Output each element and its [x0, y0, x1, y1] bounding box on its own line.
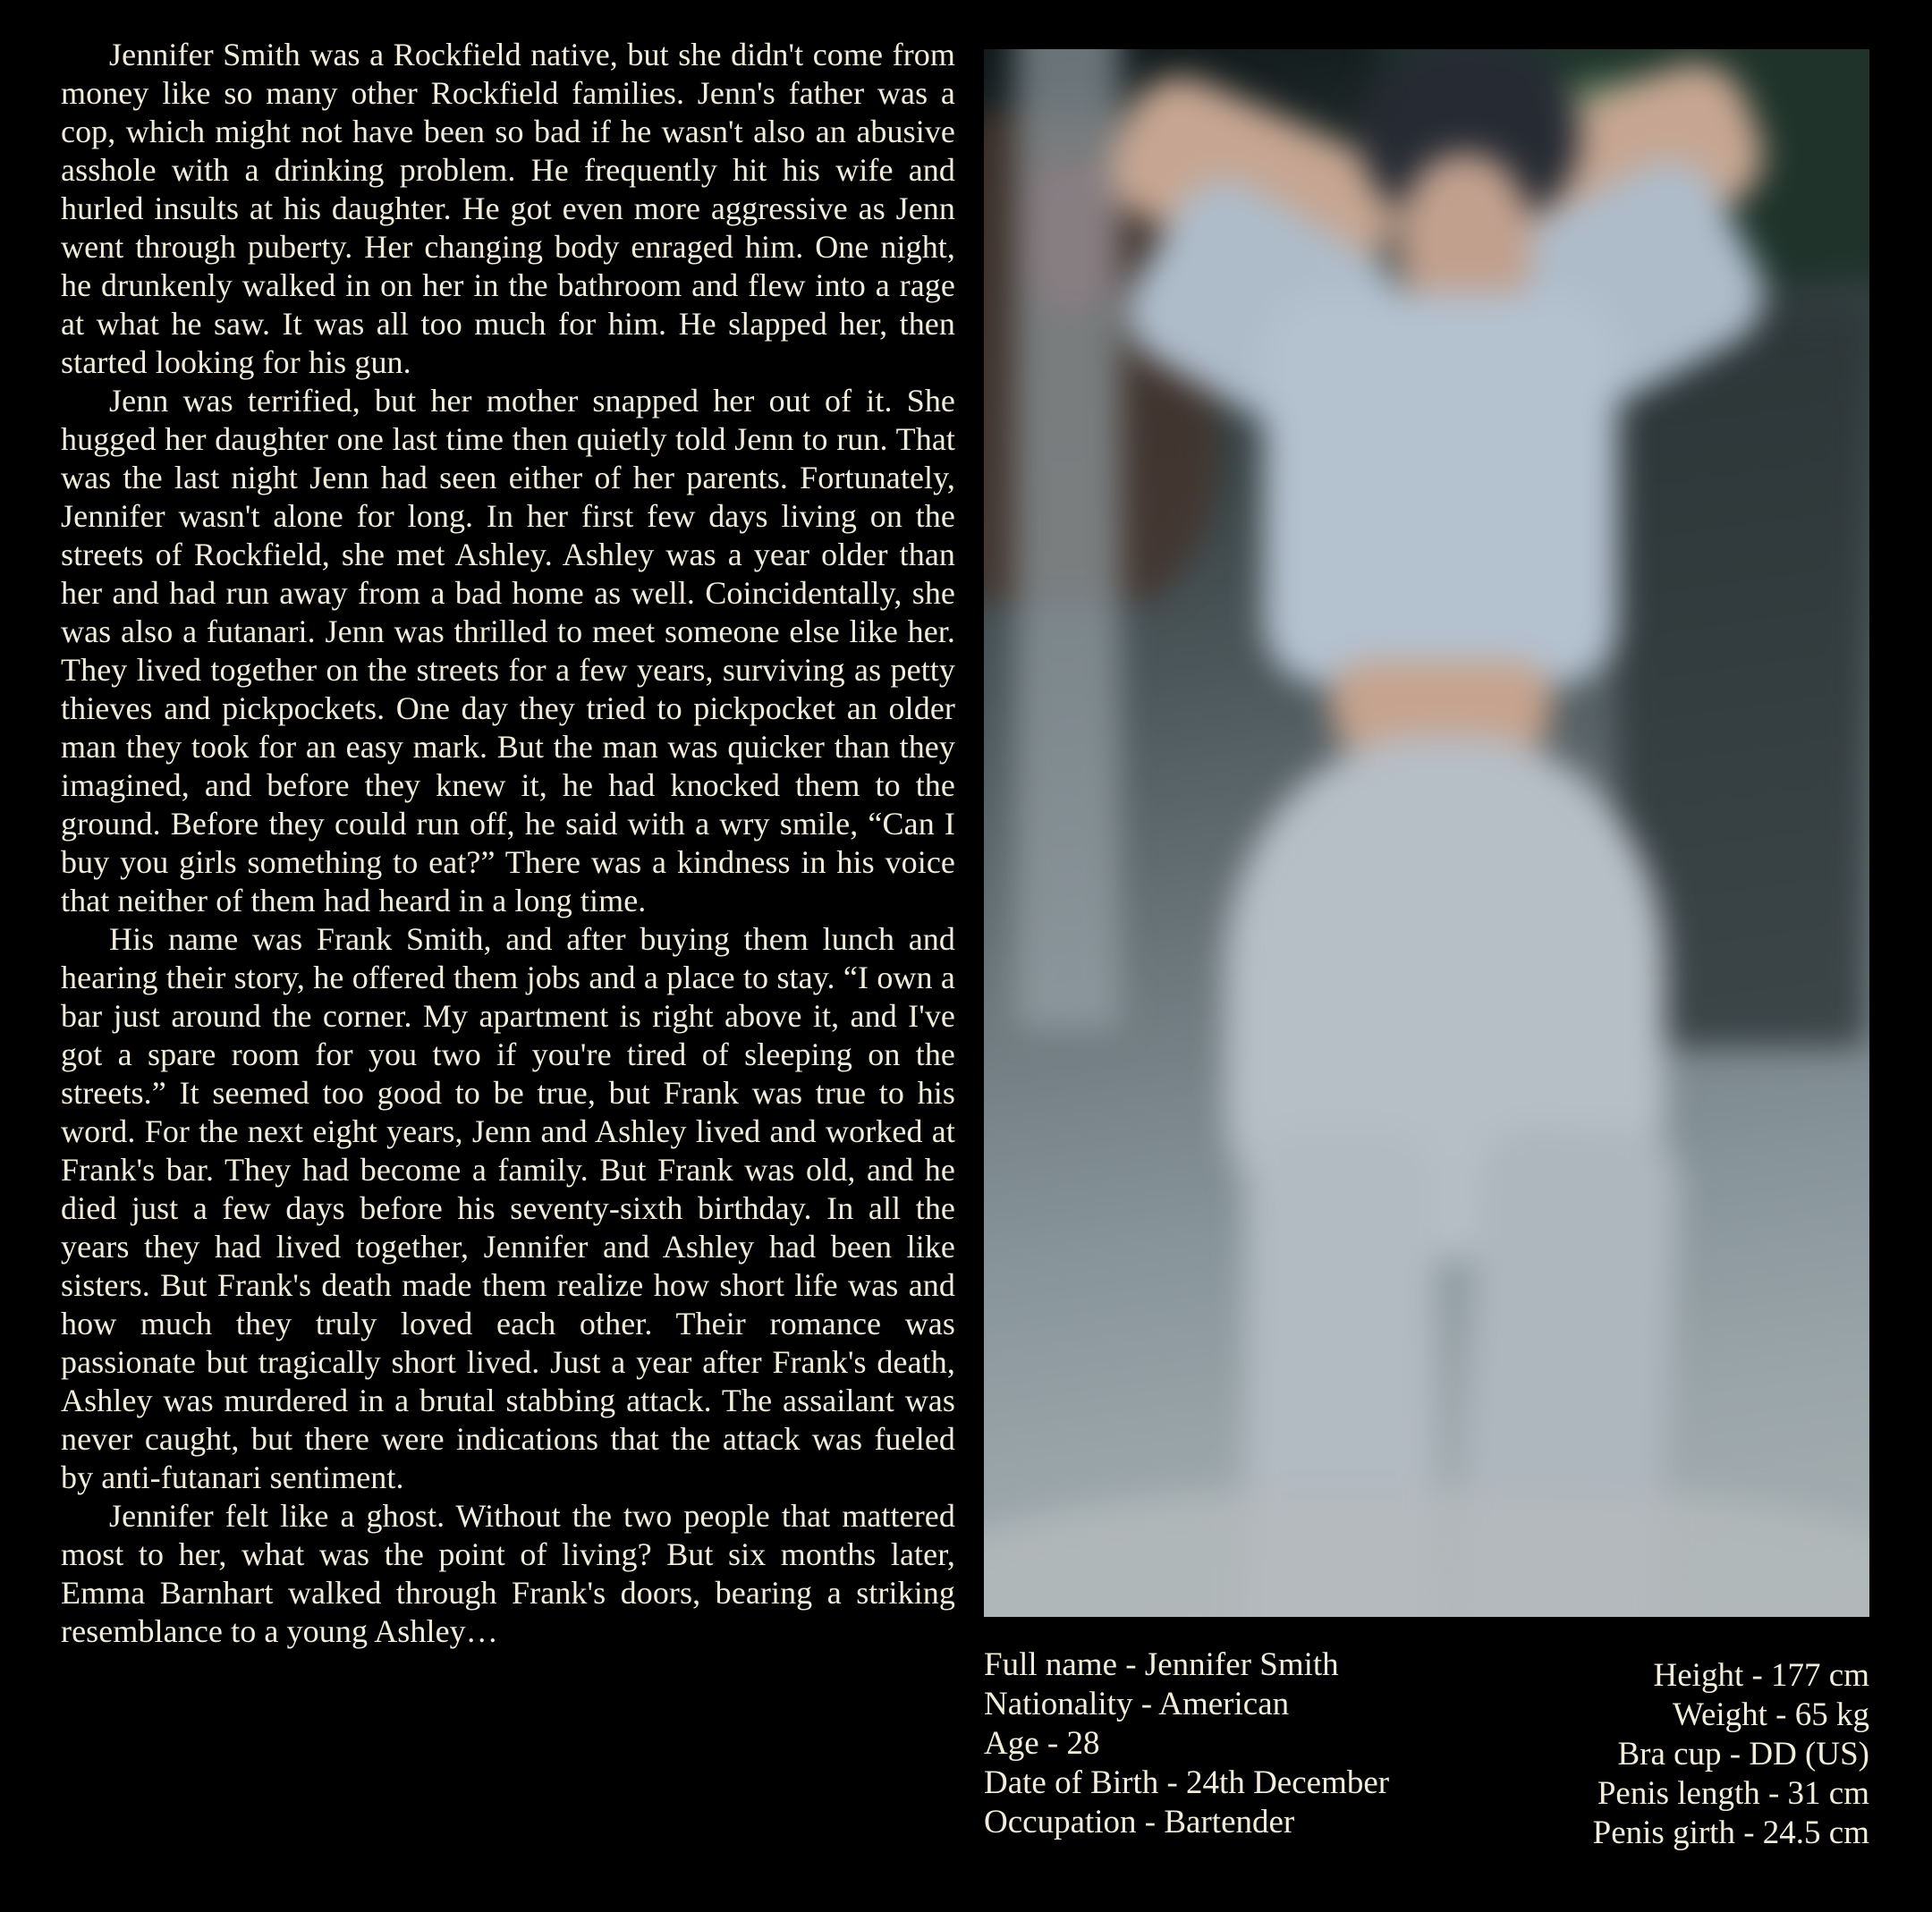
stat-weight: Weight - 65 kg: [1672, 1696, 1869, 1733]
character-stats: [984, 1646, 1869, 1853]
stat-occupation: Occupation - Bartender: [984, 1804, 1295, 1840]
figure-torso-shape: [1264, 292, 1618, 686]
story-paragraph-2: Jenn was terrified, but her mother snapped her out of it. She hugged her daughter one last time then quietly told Jenn to run. That was the last night Jenn had seen either of her parents. Fortunately, Jennifer wasn't alone for long. In her first few days living on the streets of Rockfield, she met Ashley. Ashley was a year older than her and had run away from a bad home as well. Coincidentally, she was also a futanari. Jenn was thrilled to meet someone else like her. They lived together on the streets for a few years, surviving as petty thieves and pickpockets. One day they tried to pickpocket an older man they took for an easy mark. But the man was quicker than they imagined, and before they knew it, he had knocked them to the ground. Before they could run off, he said with a wry smile, “Can I buy you girls something to eat?” There was a kindness in his voice that neither of them had heard in a long time.: [61, 383, 955, 918]
story-text: [61, 36, 955, 1853]
stats-personal-block: [984, 1646, 1389, 1853]
story-paragraph-1: Jennifer Smith was a Rockfield native, but she didn't come from money like so many other Rockfield families. Jenn's father was a cop, which might not have been so bad if he wasn't also an abusive asshole with a drinking problem. He frequently hit his wife and hurled insults at his daughter. He got even more aggressive as Jenn went through puberty. Her changing body enraged him. One night, he drunkenly walked in on her in the bathroom and flew into a rage at what he saw. It was all too much for him. He slapped her, then started looking for his gun.: [61, 37, 955, 380]
stat-penis-girth: Penis girth - 24.5 cm: [1592, 1815, 1869, 1851]
stats-physical-block: [1593, 1656, 1869, 1853]
photo-and-stats-column: [984, 49, 1869, 1853]
stat-height: Height - 177 cm: [1653, 1657, 1869, 1694]
character-photo-placeholder: [984, 49, 1869, 1617]
stat-full-name: Full name - Jennifer Smith: [984, 1646, 1339, 1683]
photo-pavement-shape: [984, 1489, 1869, 1617]
stat-age: Age - 28: [984, 1725, 1100, 1762]
stat-bra-cup: Bra cup - DD (US): [1617, 1736, 1869, 1772]
photo-light-column-shape: [1015, 49, 1121, 1029]
stat-nationality: Nationality - American: [984, 1686, 1290, 1722]
story-paragraph-4: Jennifer felt like a ghost. Without the two people that mattered most to her, what was the point of living? But six months later, Emma Barnhart walked through Frank's doors, bearing a striking resemblance to a young Ashley…: [61, 1498, 955, 1649]
story-paragraph-3: His name was Frank Smith, and after buying them lunch and hearing their story, he offered them jobs and a place to stay. “I own a bar just around the corner. My apartment is right above it, and I've got a spare room for you two if you're tired of sleeping on the streets.” It seemed too good to be true, but Frank was true to his word. For the next eight years, Jenn and Ashley lived and worked at Frank's bar. They had become a family. But Frank was old, and he died just a few days before his seventy-sixth birthday. In all the years they had lived together, Jennifer and Ashley had been like sisters. But Frank's death made them realize how short life was and how much they truly loved each other. Their romance was passionate but tragically short lived. Just a year after Frank's death, Ashley was murdered in a brutal stabbing attack. The assailant was never caught, but there were indications that the attack was fueled by anti-futanari sentiment.: [61, 921, 955, 1495]
stat-penis-length: Penis length - 31 cm: [1597, 1775, 1869, 1812]
stat-date-of-birth: Date of Birth - 24th December: [984, 1764, 1390, 1801]
photo-blur-layer: [984, 49, 1869, 1617]
